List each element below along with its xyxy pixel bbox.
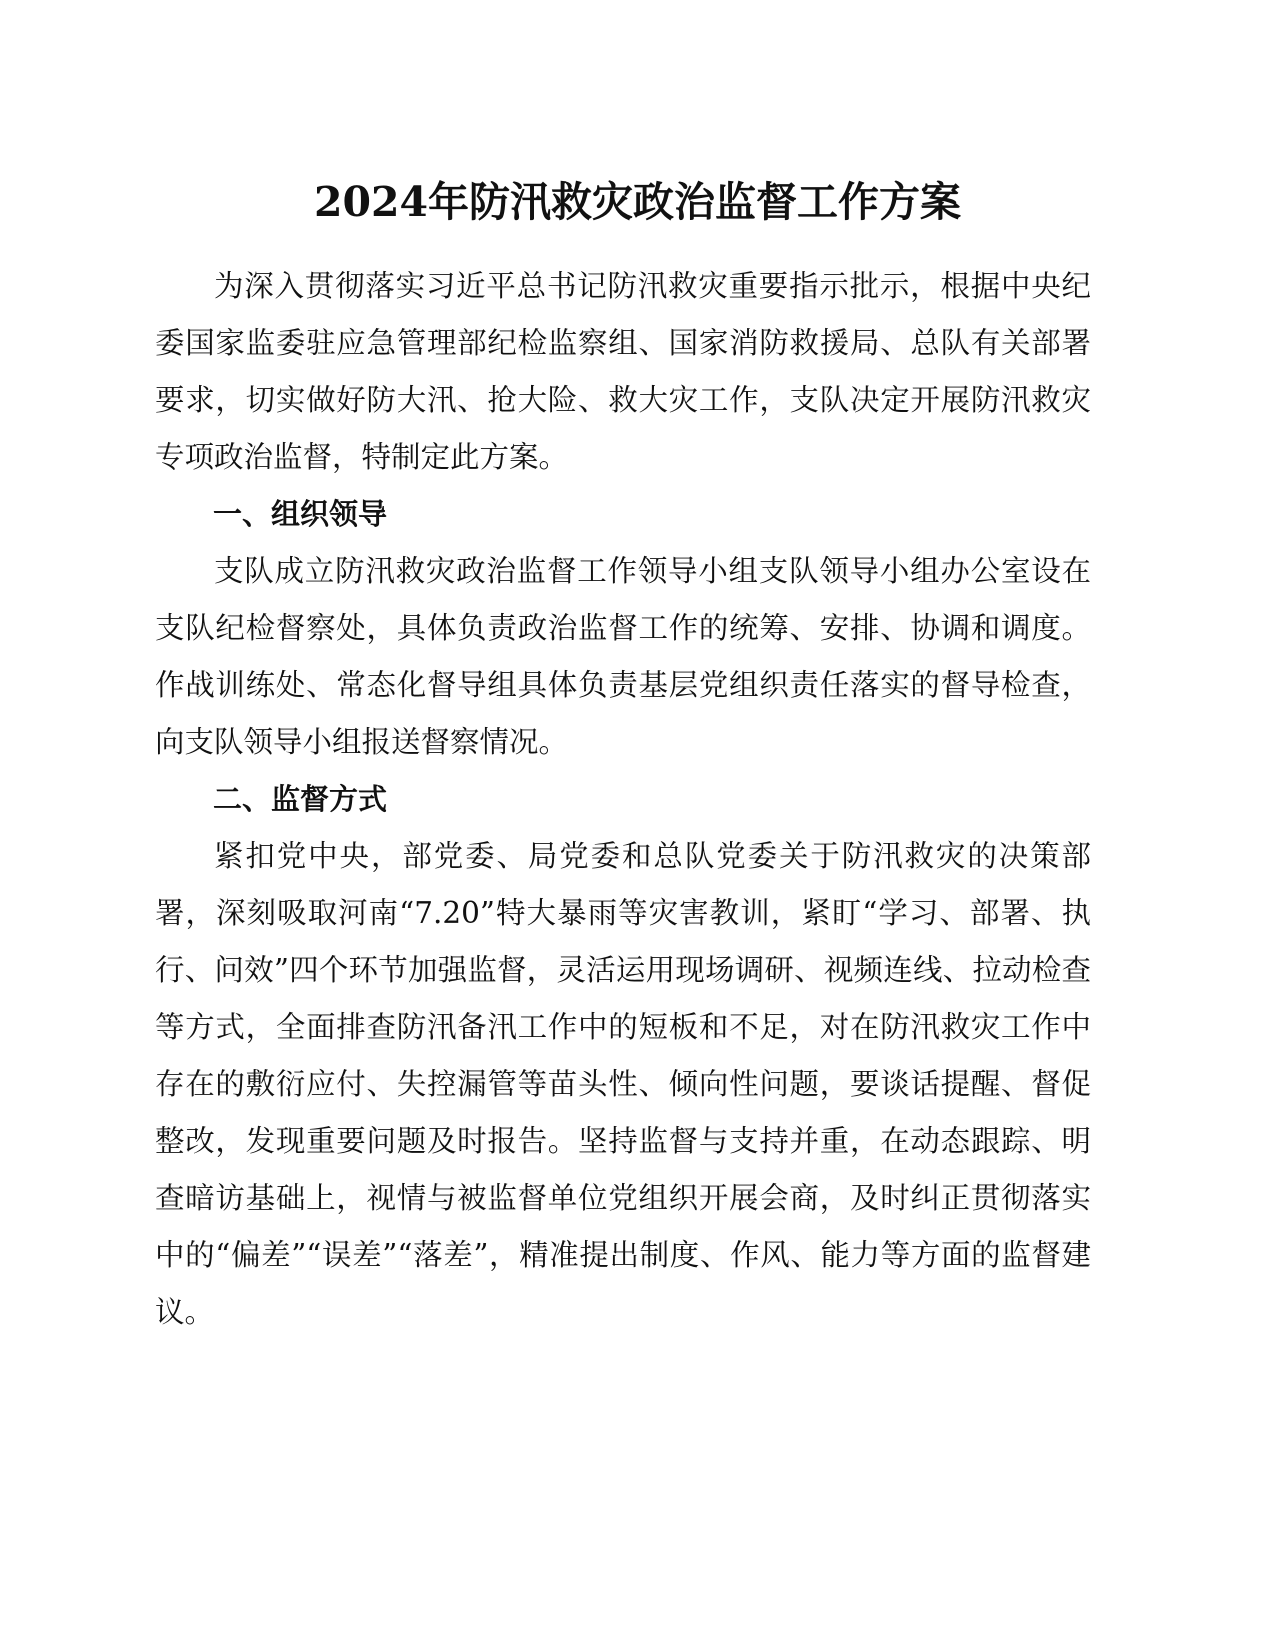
document-title: 2024年防汛救灾政治监督工作方案 [313,178,962,226]
section-body-organization: 支队成立防汛救灾政治监督工作领导小组支队领导小组办公室设在支队纪检督察处，具体负责政治监督工作的统筹、安排、协调和调度。作战训练处、常态化督导组具体负责基层党组织责任落实的督导检查，向支队领导小组报送督察情况。 [155,554,1091,759]
section-body-supervision-method: 紧扣党中央，部党委、局党委和总队党委关于防汛救灾的决策部署，深刻吸取河南“7.20”特大暴雨等灾害教训，紧盯“学习、部署、执行、问效”四个环节加强监督，灵活运用现场调研、视频连线、拉动检查等方式，全面排查防汛备汛工作中的短板和不足，对在防汛救灾工作中存在的敷衍应付、失控漏管等苗头性、倾向性问题，要谈话提醒、督促整改，发现重要问题及时报告。坚持监督与支持并重，在动态跟踪、明查暗访基础上，视情与被监督单位党组织开展会商，及时纠正贯彻落实中的“偏差”“误差”“落差”，精准提出制度、作风、能力等方面的监督建议。 [155,839,1091,1329]
intro-paragraph: 为深入贯彻落实习近平总书记防汛救灾重要指示批示，根据中央纪委国家监委驻应急管理部纪检监察组、国家消防救援局、总队有关部署要求，切实做好防大汛、抢大险、救大灾工作，支队决定开展防汛救灾专项政治监督，特制定此方案。 [155,269,1091,474]
document-body [155,258,1091,1341]
section-heading-supervision-method: 二、监督方式 [213,782,388,816]
section-heading-organization: 一、组织领导 [213,497,388,531]
